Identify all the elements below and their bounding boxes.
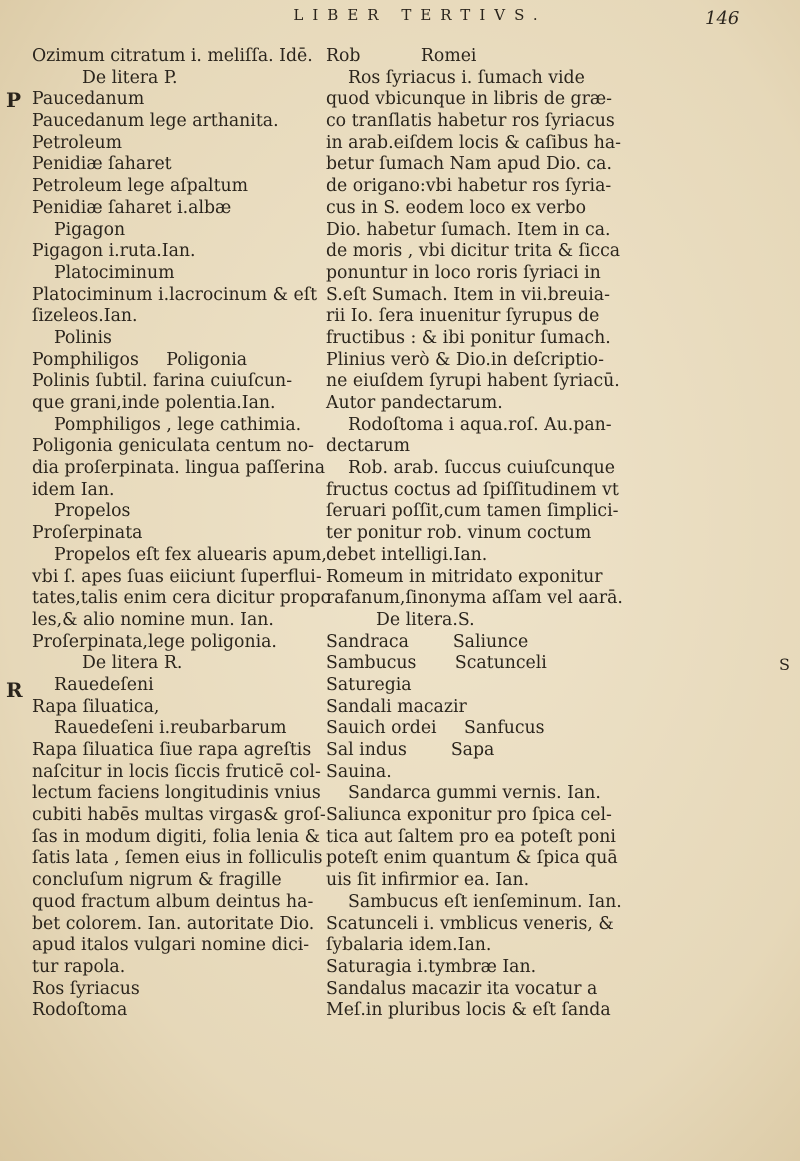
- margin-letter-s: S: [779, 655, 790, 674]
- text-line: vbi ſ. apes ſuas eiiciunt ſuperflui-: [32, 566, 322, 587]
- text-line: quod fractum album deintus ha-: [32, 891, 314, 912]
- text-line: ſas in modum digiti, folia lenia &: [32, 826, 320, 847]
- text-line: Sandali macazir: [326, 696, 467, 717]
- text-line: Rodoſtoma: [32, 1000, 128, 1021]
- text-line: tur rapola.: [32, 956, 126, 977]
- text-line: Pigagon i.ruta.Ian.: [32, 241, 196, 262]
- text-line: Rapa ſiluatica ſiue rapa agreſtis: [32, 740, 312, 760]
- text-line: Rob Romei: [326, 46, 477, 66]
- text-line: Proſerpinata: [32, 523, 143, 544]
- text-line: Propelos: [54, 501, 131, 522]
- text-line: Meſ.in pluribus locis & eſt ſanda: [326, 1000, 611, 1021]
- text-line: Sandraca Saliunce: [326, 631, 529, 652]
- text-line: betur ſumach Nam apud Dio. ca.: [326, 154, 612, 175]
- text-line: debet intelligi.Ian.: [326, 544, 488, 565]
- text-line: uis ſit infirmior ea. Ian.: [326, 870, 530, 891]
- text-line: Plinius verò & Dio.in deſcriptio-: [326, 349, 604, 370]
- text-line: cus in S. eodem loco ex verbo: [326, 197, 587, 218]
- margin-letter-p: P: [6, 88, 22, 112]
- text-line: Autor pandectarum.: [326, 393, 503, 413]
- text-line: naſcitur in locis ſiccis fruticē col-: [32, 761, 321, 782]
- text-line: Rauedeſeni i.reubarbarum: [54, 718, 287, 739]
- text-line: Poligonia geniculata centum no-: [32, 436, 314, 457]
- text-line: Polinis: [54, 327, 112, 348]
- text-line: Dio. habetur ſumach. Item in ca.: [326, 219, 611, 240]
- text-line: fructibus : & ibi ponitur ſumach.: [326, 327, 611, 348]
- text-line: ne eiuſdem ſyrupi habent ſyriacū.: [326, 371, 620, 392]
- page-number: 146: [705, 8, 740, 29]
- text-line: Paucedanum lege arthanita.: [32, 111, 279, 132]
- text-line: tica aut ſaltem pro ea poteſt poni: [326, 826, 616, 847]
- text-line: rii Io. ſera inuenitur ſyrupus de: [326, 306, 600, 327]
- right-column: [326, 46, 623, 1022]
- text-line: De litera P.: [82, 67, 178, 88]
- text-line: Propelos eſt fex aluearis apum,: [54, 544, 327, 565]
- text-line: ſeruari poſſit,cum tamen ſimplici-: [326, 501, 619, 522]
- text-line: Penidiæ ſaharet: [32, 154, 172, 175]
- text-line: tates,talis enim cera dicitur propo: [32, 588, 331, 609]
- text-line: Sauich ordei Sanfucus: [326, 718, 545, 739]
- text-line: Pomphiligos , lege cathimia.: [54, 414, 302, 435]
- text-line: in arab.eiſdem locis & caſibus ha-: [326, 132, 621, 153]
- text-line: Pigagon: [54, 219, 126, 240]
- text-line: Sandalus macazir ita vocatur a: [326, 978, 598, 999]
- text-line: Saturagia i.tymbræ Ian.: [326, 956, 537, 977]
- text-line: Saturegia: [326, 674, 412, 695]
- text-line: rafanum,ſinonyma aſſam vel aarā.: [326, 588, 623, 609]
- text-line: Scatunceli i. vmblicus veneris, &: [326, 913, 614, 934]
- text-line: Pomphiligos Poligonia: [32, 349, 248, 370]
- text-line: idem Ian.: [32, 479, 115, 500]
- text-line: Sandarca gummi vernis. Ian.: [348, 783, 601, 804]
- text-line: co tranſlatis habetur ros ſyriacus: [326, 111, 615, 132]
- text-line: De litera R.: [82, 653, 183, 674]
- text-line: Rodoſtoma i aqua.roſ. Au.pan-: [348, 414, 612, 435]
- text-line: Platociminum: [54, 262, 175, 283]
- text-line: Ozimum citratum i. meliſſa. Idē.: [32, 46, 313, 66]
- text-line: Sambucus eſt ienſeminum. Ian.: [348, 891, 622, 912]
- text-line: Ros ſyriacus i. ſumach vide: [348, 67, 585, 88]
- text-line: concluſum nigrum & fragille: [32, 870, 282, 891]
- text-line: Penidiæ ſaharet i.albæ: [32, 197, 232, 218]
- text-line: de moris , vbi dicitur trita & ſicca: [326, 241, 621, 262]
- text-line: De litera.S.: [376, 609, 475, 630]
- text-line: Sambucus Scatunceli: [326, 653, 547, 674]
- text-line: quod vbicunque in libris de græ-: [326, 89, 612, 110]
- text-line: Sal indus Sapa: [326, 740, 495, 760]
- text-line: Petroleum lege aſpaltum: [32, 176, 249, 197]
- text-line: Paucedanum: [32, 89, 145, 110]
- text-line: cubiti habēs multas virgas& groſ-: [32, 805, 326, 826]
- text-line: Platociminum i.lacrocinum & eſt: [32, 284, 318, 305]
- text-line: Petroleum: [32, 132, 122, 153]
- text-line: les,& alio nomine mun. Ian.: [32, 609, 274, 630]
- text-line: Sauina.: [326, 761, 392, 782]
- text-line: Rauedeſeni: [54, 674, 154, 695]
- text-line: de origano:vbi habetur ros ſyria-: [326, 176, 612, 197]
- text-line: S.eſt Sumach. Item in vii.breuia-: [326, 284, 610, 305]
- text-line: Romeum in mitridato exponitur: [326, 566, 603, 587]
- text-line: ſybalaria idem.Ian.: [326, 935, 492, 956]
- text-line: fructus coctus ad ſpiſſitudinem vt: [326, 479, 619, 500]
- text-line: dectarum: [326, 436, 410, 457]
- margin-letter-r: R: [6, 678, 23, 702]
- text-line: Rapa ſiluatica,: [32, 696, 160, 717]
- text-line: ſatis lata , ſemen eius in folliculis: [32, 848, 323, 869]
- text-line: Proſerpinata,lege poligonia.: [32, 631, 277, 652]
- text-line: Rob. arab. ſuccus cuiuſcunque: [348, 458, 615, 479]
- running-title: LIBER TERTIVS.: [293, 6, 547, 24]
- text-line: Ros ſyriacus: [32, 978, 140, 999]
- text-line: poteſt enim quantum & ſpica quā: [326, 848, 618, 869]
- text-line: apud italos vulgari nomine dici-: [32, 935, 310, 956]
- text-line: lectum faciens longitudinis vnius: [32, 783, 321, 804]
- left-column: [32, 46, 331, 1022]
- text-line: ter ponitur rob. vinum coctum: [326, 523, 592, 544]
- text-line: dia proſerpinata. lingua paſſerina: [32, 458, 326, 479]
- text-line: ſizeleos.Ian.: [32, 306, 138, 327]
- text-line: que grani,inde polentia.Ian.: [32, 393, 276, 413]
- text-line: bet colorem. Ian. autoritate Dio.: [32, 913, 315, 934]
- text-line: Polinis ſubtil. farina cuiuſcun-: [32, 371, 293, 392]
- text-line: Saliunca exponitur pro ſpica cel-: [326, 805, 612, 826]
- text-line: ponuntur in loco roris ſyriaci in: [326, 262, 601, 283]
